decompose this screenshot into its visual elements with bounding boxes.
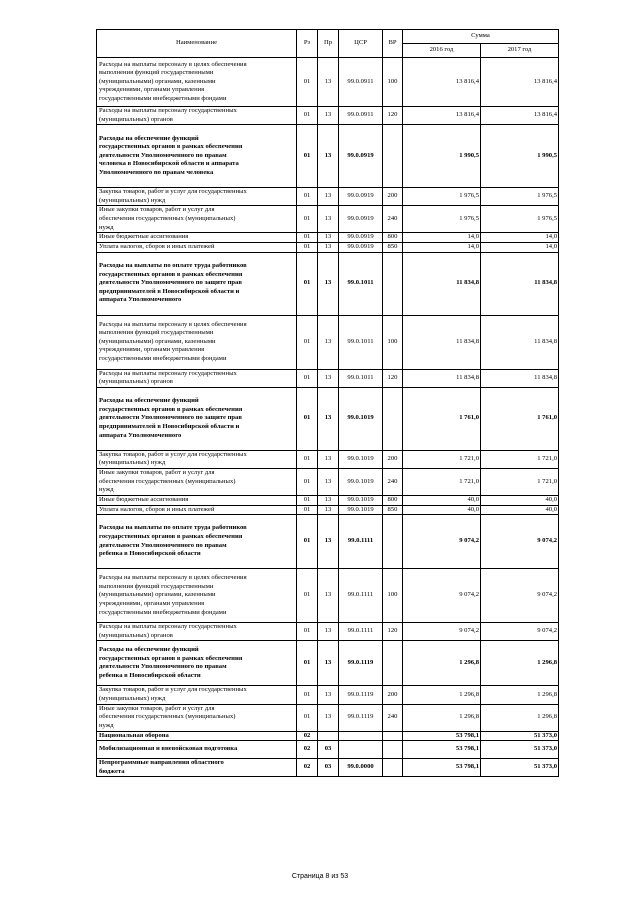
cell-pr: 13	[318, 233, 339, 243]
cell-rz: 01	[297, 495, 318, 505]
cell-name: Закупка товаров, работ и услуг для государственных (муниципальных) нужд	[97, 450, 297, 468]
cell-vr: 100	[383, 58, 403, 107]
cell-rz: 01	[297, 569, 318, 623]
table-row	[97, 569, 559, 623]
cell-pr: 13	[318, 450, 339, 468]
header-name: Наименование	[97, 30, 297, 58]
cell-pr: 13	[318, 505, 339, 515]
header-2016: 2016 год	[403, 44, 481, 58]
table-row	[97, 686, 559, 704]
table-row	[97, 369, 559, 387]
table-row	[97, 495, 559, 505]
cell-name: Уплата налогов, сборов и иных платежей	[97, 242, 297, 252]
cell-pr: 13	[318, 315, 339, 369]
cell-rz: 01	[297, 107, 318, 125]
cell-vr	[383, 252, 403, 315]
cell-csr: 99.0.0919	[339, 188, 383, 206]
cell-vr: 200	[383, 188, 403, 206]
header-vr: ВР	[383, 30, 403, 58]
cell-pr: 13	[318, 242, 339, 252]
table-row	[97, 505, 559, 515]
cell-csr: 99.0.1019	[339, 450, 383, 468]
cell-2016: 14,0	[403, 242, 481, 252]
cell-2016: 1 976,5	[403, 206, 481, 233]
cell-2017: 1 296,8	[481, 686, 559, 704]
cell-rz: 02	[297, 741, 318, 759]
cell-2016: 40,0	[403, 495, 481, 505]
cell-2017: 9 074,2	[481, 569, 559, 623]
cell-2017: 40,0	[481, 505, 559, 515]
cell-pr: 13	[318, 515, 339, 569]
cell-pr: 13	[318, 188, 339, 206]
table-row	[97, 515, 559, 569]
table-row	[97, 387, 559, 450]
cell-2017: 1 761,0	[481, 387, 559, 450]
cell-2017: 1 990,5	[481, 125, 559, 188]
cell-name: Расходы на выплаты персоналу государственных (муниципальных) органов	[97, 623, 297, 641]
cell-pr: 13	[318, 569, 339, 623]
cell-rz: 02	[297, 759, 318, 777]
cell-2016: 9 074,2	[403, 515, 481, 569]
cell-csr: 99.0.0919	[339, 242, 383, 252]
cell-csr: 99.0.0919	[339, 206, 383, 233]
page-number: Страница 8 из 53	[291, 873, 349, 880]
cell-csr: 99.0.1119	[339, 704, 383, 731]
cell-name: Непрограммные направления областного бюджета	[97, 759, 297, 777]
header-pr: Пр	[318, 30, 339, 58]
table-row	[97, 188, 559, 206]
cell-2017: 1 976,5	[481, 188, 559, 206]
cell-name: Расходы на выплаты по оплате труда работников государственных органов в рамках обеспечения деятельности Уполномоченного по защите прав предпринимателей в Новосибирской области и аппарата Уполномоченного	[97, 252, 297, 315]
cell-2016: 1 761,0	[403, 387, 481, 450]
cell-2017: 11 834,8	[481, 315, 559, 369]
cell-csr: 99.0.1019	[339, 505, 383, 515]
cell-name: Иные закупки товаров, работ и услуг для обеспечения государственных (муниципальных) нужд	[97, 704, 297, 731]
cell-pr	[318, 731, 339, 741]
cell-vr	[383, 759, 403, 777]
cell-vr: 850	[383, 505, 403, 515]
cell-pr: 03	[318, 759, 339, 777]
cell-2016: 1 296,8	[403, 704, 481, 731]
cell-vr	[383, 731, 403, 741]
cell-name: Иные бюджетные ассигнования	[97, 233, 297, 243]
header-csr: ЦСР	[339, 30, 383, 58]
cell-rz: 01	[297, 369, 318, 387]
cell-rz: 01	[297, 515, 318, 569]
table-row	[97, 206, 559, 233]
cell-name: Расходы на выплаты персоналу государственных (муниципальных) органов	[97, 369, 297, 387]
table-row	[97, 450, 559, 468]
cell-2017: 13 816,4	[481, 107, 559, 125]
table-row	[97, 759, 559, 777]
cell-2016: 53 798,1	[403, 741, 481, 759]
cell-rz: 02	[297, 731, 318, 741]
cell-rz: 01	[297, 468, 318, 495]
cell-2017: 13 816,4	[481, 58, 559, 107]
cell-name: Мобилизационная и вневойсковая подготовка	[97, 741, 297, 759]
cell-pr: 13	[318, 387, 339, 450]
cell-pr: 13	[318, 107, 339, 125]
cell-rz: 01	[297, 686, 318, 704]
cell-rz: 01	[297, 206, 318, 233]
cell-pr: 13	[318, 369, 339, 387]
cell-2017: 14,0	[481, 233, 559, 243]
cell-name: Закупка товаров, работ и услуг для государственных (муниципальных) нужд	[97, 686, 297, 704]
table-header	[97, 30, 559, 58]
cell-rz: 01	[297, 125, 318, 188]
cell-csr	[339, 741, 383, 759]
cell-vr: 240	[383, 468, 403, 495]
cell-vr	[383, 641, 403, 686]
cell-csr: 99.0.1111	[339, 623, 383, 641]
header-2017: 2017 год	[481, 44, 559, 58]
table-row	[97, 233, 559, 243]
cell-rz: 01	[297, 315, 318, 369]
cell-name: Расходы на обеспечение функций государственных органов в рамках обеспечения деятельности Уполномоченного по правам человека в Новосибирской области и аппарата Уполномоченного по правам человека	[97, 125, 297, 188]
cell-2016: 1 296,8	[403, 641, 481, 686]
budget-table	[96, 29, 559, 777]
cell-pr: 13	[318, 468, 339, 495]
cell-2016: 11 834,8	[403, 369, 481, 387]
cell-csr: 99.0.1019	[339, 495, 383, 505]
cell-rz: 01	[297, 623, 318, 641]
cell-vr	[383, 741, 403, 759]
cell-2017: 51 373,0	[481, 741, 559, 759]
cell-2016: 1 976,5	[403, 188, 481, 206]
cell-csr: 99.0.0919	[339, 125, 383, 188]
cell-name: Расходы на обеспечение функций государственных органов в рамках обеспечения деятельности Уполномоченного по правам ребенка в Новосибирской области	[97, 641, 297, 686]
cell-csr: 99.0.1019	[339, 468, 383, 495]
table-row	[97, 242, 559, 252]
cell-vr: 120	[383, 107, 403, 125]
cell-2016: 13 816,4	[403, 107, 481, 125]
cell-2017: 9 074,2	[481, 515, 559, 569]
cell-csr: 99.0.1011	[339, 252, 383, 315]
cell-2016: 9 074,2	[403, 569, 481, 623]
cell-2016: 11 834,8	[403, 315, 481, 369]
cell-rz: 01	[297, 233, 318, 243]
cell-rz: 01	[297, 641, 318, 686]
cell-vr: 100	[383, 569, 403, 623]
cell-csr: 99.0.0919	[339, 233, 383, 243]
table-body	[97, 58, 559, 777]
cell-vr: 800	[383, 495, 403, 505]
cell-name: Уплата налогов, сборов и иных платежей	[97, 505, 297, 515]
cell-2016: 40,0	[403, 505, 481, 515]
cell-csr	[339, 731, 383, 741]
cell-rz: 01	[297, 704, 318, 731]
cell-csr: 99.0.1019	[339, 387, 383, 450]
cell-name: Расходы на выплаты персоналу в целях обеспечения выполнения функций государственными (муниципальными) органами, казенными учреждениями, органами управления государственными внебюджетными фондами	[97, 569, 297, 623]
cell-name: Расходы на обеспечение функций государственных органов в рамках обеспечения деятельности Уполномоченного по защите прав предпринимателей в Новосибирской области и аппарата Уполномоченного	[97, 387, 297, 450]
cell-vr: 120	[383, 369, 403, 387]
cell-2016: 14,0	[403, 233, 481, 243]
cell-2017: 11 834,8	[481, 252, 559, 315]
cell-vr	[383, 125, 403, 188]
cell-name: Расходы на выплаты персоналу государственных (муниципальных) органов	[97, 107, 297, 125]
table-row	[97, 315, 559, 369]
cell-2016: 1 721,0	[403, 468, 481, 495]
table-row	[97, 252, 559, 315]
cell-csr: 99.0.1119	[339, 641, 383, 686]
cell-2016: 53 798,1	[403, 759, 481, 777]
cell-2016: 53 798,1	[403, 731, 481, 741]
cell-pr: 03	[318, 741, 339, 759]
cell-pr: 13	[318, 252, 339, 315]
cell-2017: 51 373,0	[481, 731, 559, 741]
cell-name: Закупка товаров, работ и услуг для государственных (муниципальных) нужд	[97, 188, 297, 206]
cell-rz: 01	[297, 252, 318, 315]
cell-pr: 13	[318, 686, 339, 704]
cell-2017: 40,0	[481, 495, 559, 505]
cell-2017: 1 296,8	[481, 641, 559, 686]
cell-2016: 13 816,4	[403, 58, 481, 107]
cell-2016: 11 834,8	[403, 252, 481, 315]
cell-pr: 13	[318, 495, 339, 505]
cell-vr: 240	[383, 704, 403, 731]
cell-rz: 01	[297, 242, 318, 252]
cell-name: Расходы на выплаты персоналу в целях обеспечения выполнения функций государственными (муниципальными) органами, казенными учреждениями, органами управления государственными внебюджетными фондами	[97, 58, 297, 107]
cell-2017: 51 373,0	[481, 759, 559, 777]
cell-vr	[383, 387, 403, 450]
cell-pr: 13	[318, 125, 339, 188]
cell-rz: 01	[297, 387, 318, 450]
table-row	[97, 107, 559, 125]
cell-rz: 01	[297, 450, 318, 468]
cell-vr: 850	[383, 242, 403, 252]
cell-vr: 800	[383, 233, 403, 243]
header-sum: Сумма	[403, 30, 559, 44]
table-row	[97, 468, 559, 495]
cell-2017: 11 834,8	[481, 369, 559, 387]
cell-csr: 99.0.0000	[339, 759, 383, 777]
cell-2017: 9 074,2	[481, 623, 559, 641]
cell-pr: 13	[318, 58, 339, 107]
cell-vr	[383, 515, 403, 569]
cell-name: Иные закупки товаров, работ и услуг для обеспечения государственных (муниципальных) нужд	[97, 206, 297, 233]
cell-csr: 99.0.1119	[339, 686, 383, 704]
cell-name: Расходы на выплаты по оплате труда работников государственных органов в рамках обеспечения деятельности Уполномоченного по правам ребенка в Новосибирской области	[97, 515, 297, 569]
cell-2017: 1 296,8	[481, 704, 559, 731]
cell-pr: 13	[318, 641, 339, 686]
cell-rz: 01	[297, 505, 318, 515]
table-row	[97, 731, 559, 741]
cell-pr: 13	[318, 206, 339, 233]
cell-2016: 1 721,0	[403, 450, 481, 468]
cell-csr: 99.0.0911	[339, 107, 383, 125]
cell-vr: 120	[383, 623, 403, 641]
table-row	[97, 125, 559, 188]
cell-csr: 99.0.1111	[339, 569, 383, 623]
cell-csr: 99.0.1011	[339, 315, 383, 369]
cell-pr: 13	[318, 704, 339, 731]
cell-name: Иные бюджетные ассигнования	[97, 495, 297, 505]
cell-2016: 1 296,8	[403, 686, 481, 704]
cell-csr: 99.0.0911	[339, 58, 383, 107]
table-row	[97, 741, 559, 759]
table-row	[97, 623, 559, 641]
cell-vr: 100	[383, 315, 403, 369]
cell-vr: 200	[383, 686, 403, 704]
cell-name: Расходы на выплаты персоналу в целях обеспечения выполнения функций государственными (муниципальными) органами, казенными учреждениями, органами управления государственными внебюджетными фондами	[97, 315, 297, 369]
cell-2016: 1 990,5	[403, 125, 481, 188]
cell-2017: 1 721,0	[481, 450, 559, 468]
cell-pr: 13	[318, 623, 339, 641]
cell-csr: 99.0.1011	[339, 369, 383, 387]
cell-name: Иные закупки товаров, работ и услуг для обеспечения государственных (муниципальных) нужд	[97, 468, 297, 495]
header-rz: Рз	[297, 30, 318, 58]
cell-vr: 200	[383, 450, 403, 468]
table-row	[97, 704, 559, 731]
cell-2017: 1 976,5	[481, 206, 559, 233]
cell-rz: 01	[297, 188, 318, 206]
cell-vr: 240	[383, 206, 403, 233]
cell-name: Национальная оборона	[97, 731, 297, 741]
table-row	[97, 641, 559, 686]
cell-csr: 99.0.1111	[339, 515, 383, 569]
cell-2017: 1 721,0	[481, 468, 559, 495]
cell-2017: 14,0	[481, 242, 559, 252]
cell-2016: 9 074,2	[403, 623, 481, 641]
cell-rz: 01	[297, 58, 318, 107]
table-row	[97, 58, 559, 107]
